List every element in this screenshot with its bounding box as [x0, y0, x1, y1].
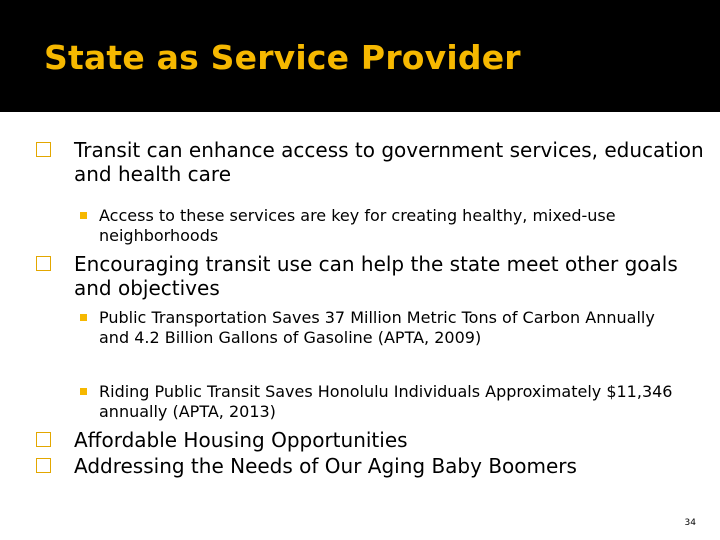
bullet-1	[36, 138, 714, 186]
title-bar	[0, 0, 720, 112]
bullet-3	[36, 428, 714, 452]
bullet-2	[36, 252, 714, 300]
bullet-2-text: Encouraging transit use can help the state meet other goals and objectives	[74, 252, 678, 300]
hollow-square-icon	[36, 142, 51, 157]
bullet-1-sub-1-text: Access to these services are key for creating healthy, mixed-use neighborhoods	[99, 206, 616, 245]
slide-body	[0, 112, 720, 540]
bullet-4	[36, 454, 714, 478]
bullet-1-sub-1	[80, 206, 684, 246]
bullet-2-sub-2	[80, 382, 684, 422]
bullet-2-sub-1	[80, 308, 684, 348]
hollow-square-icon	[36, 458, 51, 473]
bullet-1-text: Transit can enhance access to government services, education and health care	[74, 138, 704, 186]
hollow-square-icon	[36, 256, 51, 271]
bullet-3-text: Affordable Housing Opportunities	[74, 428, 408, 452]
page-number: 34	[684, 518, 696, 528]
bullet-2-sub-1-text: Public Transportation Saves 37 Million Metric Tons of Carbon Annually and 4.2 Billion Gallons of Gasoline (APTA, 2009)	[99, 308, 655, 347]
hollow-square-icon	[36, 432, 51, 447]
filled-square-icon	[80, 388, 87, 395]
bullet-4-text: Addressing the Needs of Our Aging Baby Boomers	[74, 454, 577, 478]
slide-title: State as Service Provider	[44, 38, 521, 77]
filled-square-icon	[80, 212, 87, 219]
filled-square-icon	[80, 314, 87, 321]
bullet-2-sub-2-text: Riding Public Transit Saves Honolulu Individuals Approximately $11,346 annually (APTA, 2013)	[99, 382, 673, 421]
